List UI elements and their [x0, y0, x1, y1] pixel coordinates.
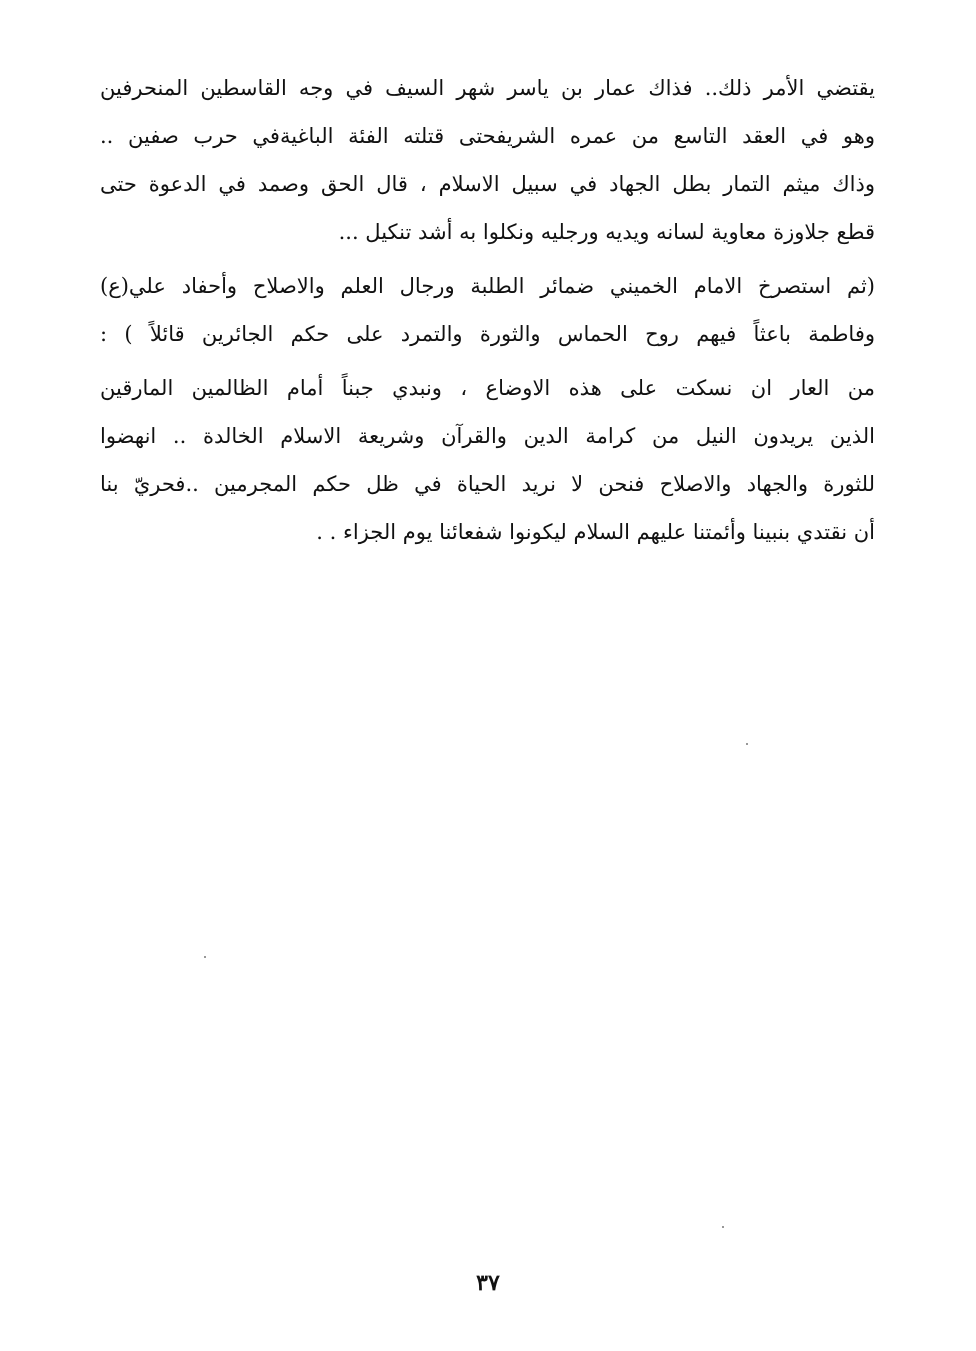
scan-speck — [722, 1226, 724, 1228]
paragraph-line: للثورة والجهاد والاصلاح فنحن لا نريد الحياة في ظل حكم المجرمين ..فحريّ بنا — [100, 472, 875, 496]
paragraph-line: وهو في العقد التاسع من عمره الشريفحتى قتلته الفئة الباغيةفي حرب صفين .. — [100, 124, 875, 148]
scan-speck — [204, 956, 206, 958]
page-number: ٣٧ — [476, 1270, 500, 1296]
paragraph-line: قطع جلاوزة معاوية لسانه ويديه ورجليه ونكلوا به أشد تنكيل ... — [338, 220, 875, 244]
paragraph-line: (ثم استصرخ الامام الخميني ضمائر الطلبة ورجال العلم والاصلاح وأحفاد علي(ع) — [100, 274, 875, 298]
paragraph-line: من العار ان نسكت على هذه الاوضاع ، ونبدي جبناً أمام الظالمين المارقين — [100, 376, 875, 400]
scan-speck — [746, 743, 748, 745]
paragraph-3 — [100, 364, 875, 556]
paragraph-1 — [100, 64, 875, 256]
paragraph-line: يقتضي الأمر ذلك.. فذاك عمار بن ياسر شهر السيف في وجه القاسطين المنحرفين — [100, 76, 875, 100]
paragraph-line: وفاطمة باعثاً فيهم روح الحماس والثورة والتمرد على حكم الجائرين قائلاً ) : — [100, 322, 875, 346]
paragraph-2 — [100, 262, 875, 358]
paragraph-line: أن نقتدي بنبينا وأئمتنا عليهم السلام ليكونوا شفعائنا يوم الجزاء . . — [316, 520, 875, 544]
paragraph-line: الذين يريدون النيل من كرامة الدين والقرآن وشريعة الاسلام الخالدة .. انهضوا — [100, 424, 875, 448]
paragraph-line: وذاك ميثم التمار بطل الجهاد في سبيل الاسلام ، قال الحق وصمد في الدعوة حتى — [100, 172, 875, 196]
